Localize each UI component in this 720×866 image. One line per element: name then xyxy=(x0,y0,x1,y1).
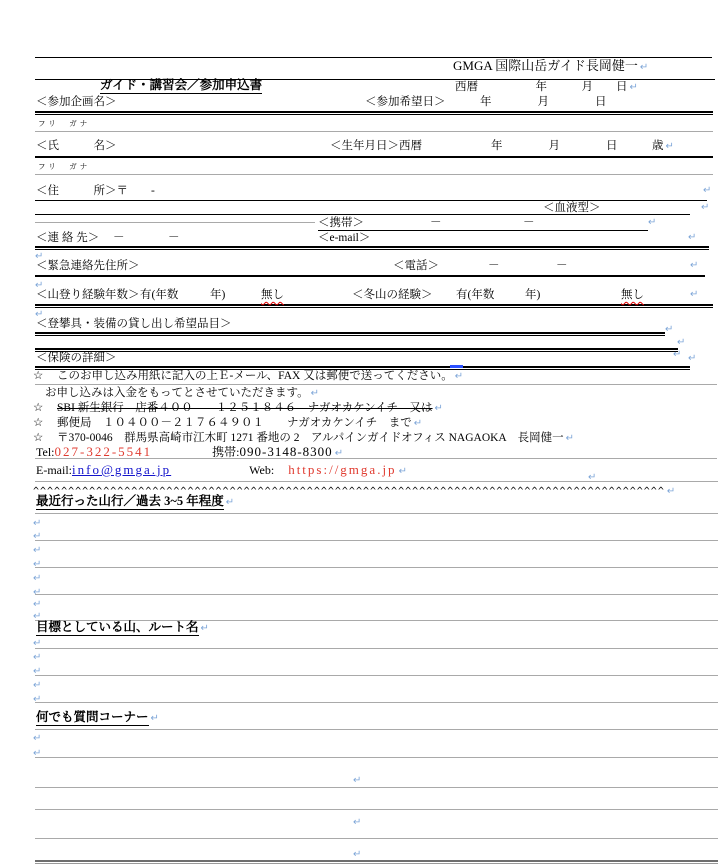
emergency-label: ＜緊急連絡先住所＞ xyxy=(36,260,140,272)
qa-rule-4 xyxy=(35,809,718,810)
bloodtype-label: ＜血液型＞ xyxy=(543,202,601,214)
tel-number: 027-322-5541 xyxy=(54,444,153,459)
contact-dash-1: － xyxy=(113,232,125,244)
emergency-rule xyxy=(35,275,705,277)
equipment-label: ＜登攀具・装備の貸し出し希望品目＞ xyxy=(36,318,232,330)
phone-dash-1: － xyxy=(488,260,500,272)
return-mark-icon: ↵ xyxy=(454,371,464,382)
contact-rule xyxy=(35,246,709,250)
return-mark-icon: ↵ xyxy=(33,694,42,705)
return-mark-icon: ↵ xyxy=(639,62,649,73)
return-mark-icon: ↵ xyxy=(353,817,362,828)
star-icon: ☆ xyxy=(33,402,44,414)
return-mark-icon: ↵ xyxy=(200,623,209,634)
birthdate-label: ＜生年月日＞西暦 年 月 日 歳 xyxy=(330,140,664,152)
return-mark-icon: ↵ xyxy=(33,518,42,529)
name-label: ＜氏 名＞ xyxy=(36,140,117,152)
mobile-number-label: 携帯: xyxy=(212,445,240,459)
return-mark-icon: ↵ xyxy=(33,573,42,584)
return-mark-icon: ↵ xyxy=(665,324,674,335)
note-5-text: 〒370-0046 群馬県高崎市江木町 1271 番地の 2 アルパインガイドオフィス NAGAOKA 長岡健一 xyxy=(57,432,564,444)
mobile-left-rule xyxy=(35,222,315,223)
target-section-row xyxy=(36,621,209,636)
bottom-rule xyxy=(35,860,718,864)
target-rule-1 xyxy=(35,648,718,649)
return-mark-icon: ↵ xyxy=(648,217,657,228)
web-link[interactable]: https://gmga.jp xyxy=(288,462,397,477)
return-mark-icon: ↵ xyxy=(334,448,344,459)
email-row xyxy=(36,463,407,477)
plan-label: ＜参加企画名＞ xyxy=(36,96,117,108)
equipment-rule xyxy=(35,332,665,336)
experience-year-close: 年) xyxy=(210,289,226,301)
desired-date-label: ＜参加希望日＞ 年 月 日 xyxy=(365,96,607,108)
mobile-number: 090-3148-8300 xyxy=(239,444,333,459)
recent-rule-2 xyxy=(35,540,718,541)
return-mark-icon: ↵ xyxy=(701,202,710,213)
return-mark-icon: ↵ xyxy=(33,666,42,677)
note1-rule xyxy=(35,384,717,385)
phone-label: ＜電話＞ xyxy=(393,260,439,272)
birthdate-row xyxy=(330,140,674,153)
return-mark-icon: ↵ xyxy=(413,418,423,429)
return-mark-icon: ↵ xyxy=(434,403,443,414)
contact-label: ＜連 絡 先＞ xyxy=(36,232,100,244)
plan-row-rule xyxy=(35,111,713,115)
winter-none: 無し xyxy=(621,289,644,301)
qa-rule-5 xyxy=(35,838,718,839)
doc-title-row xyxy=(100,79,262,94)
email-label: E-mail: xyxy=(36,463,72,477)
mobile-label: ＜携帯＞ xyxy=(318,217,364,229)
return-mark-icon: ↵ xyxy=(33,611,42,622)
return-mark-icon: ↵ xyxy=(629,82,638,93)
return-mark-icon: ↵ xyxy=(703,185,712,196)
recent-rule-4 xyxy=(35,594,718,595)
note-1-text: このお申し込み用紙に記入の上Ｅ‐メール、FAX 又は郵便で送ってください。 xyxy=(57,370,453,382)
note-4-text: 郵便局 １０４００－２１７６４９０１ ナガオカケンイチ まで xyxy=(57,417,412,429)
address-rule xyxy=(35,200,707,201)
recent-rule-3 xyxy=(35,567,718,568)
return-mark-icon: ↵ xyxy=(688,232,697,243)
insurance-label: ＜保険の詳細＞ xyxy=(36,352,117,364)
return-mark-icon: ↵ xyxy=(565,433,574,444)
target-section-title: 目標としている山、ルート名 xyxy=(36,620,199,634)
winter-has: 有(年数 xyxy=(456,289,495,301)
return-mark-icon: ↵ xyxy=(35,251,44,262)
header-org-row xyxy=(453,59,648,73)
return-mark-icon: ↵ xyxy=(666,486,677,497)
recent-section-title: 最近行った山行／過去 3~5 年程度 xyxy=(36,494,224,508)
org-name: GMGA 国際山岳ガイド長岡健一 xyxy=(453,58,638,73)
winter-year-close: 年) xyxy=(525,289,541,301)
qa-rule-3 xyxy=(35,787,718,788)
furigana-label: フリ ガナ xyxy=(38,119,91,128)
caret-separator: ^^^^^^^^^^^^^^^^^^^^^^^^^^^^^^^^^^^^^^^^^^^^^^^^^^^^^^^^^^^^^^^^^^^^^^^^^^^^^^^^^^^^^^^^^^ xyxy=(33,486,665,497)
return-mark-icon: ↵ xyxy=(688,353,697,364)
qa-section-title: 何でも質問コーナー xyxy=(36,710,149,724)
note-row-2 xyxy=(45,387,319,400)
furigana-label-2: フリ ガナ xyxy=(38,162,91,171)
qa-section-row xyxy=(36,711,159,726)
address-label: ＜住 所＞〒 - xyxy=(36,185,155,197)
email-link[interactable]: info@gmga.jp xyxy=(72,462,172,477)
page-title: ガイド・講習会／参加申込書 xyxy=(100,78,263,92)
tel-label: Tel: xyxy=(36,445,55,459)
experience-rule xyxy=(35,304,713,308)
return-mark-icon: ↵ xyxy=(33,587,42,598)
web-label: Web: xyxy=(249,463,275,477)
target-rule-2 xyxy=(35,675,718,676)
return-mark-icon: ↵ xyxy=(665,141,674,152)
experience-has: 有(年数 xyxy=(140,289,179,301)
return-mark-icon: ↵ xyxy=(150,713,159,724)
mobile-underline xyxy=(318,230,648,231)
phone-dash-2: － xyxy=(556,260,568,272)
contact-dash-2: － xyxy=(168,232,180,244)
header-date-row xyxy=(455,81,638,94)
return-mark-icon: ↵ xyxy=(225,497,235,508)
qa-top-rule xyxy=(35,702,718,703)
return-mark-icon: ↵ xyxy=(588,472,597,483)
note-row-4 xyxy=(33,417,422,430)
note-2-text: お申し込みは入金をもってとさせていただきます。 xyxy=(45,387,309,399)
return-mark-icon: ↵ xyxy=(673,349,682,360)
mobile-dash-1: － xyxy=(430,217,442,229)
recent-section-row xyxy=(36,495,234,510)
return-mark-icon: ↵ xyxy=(35,309,44,320)
star-icon: ☆ xyxy=(33,417,44,429)
insurance-top-rule xyxy=(35,348,678,352)
return-mark-icon: ↵ xyxy=(33,559,42,570)
hyperlink-artifact-mark xyxy=(450,365,463,368)
note-3-text: SBI 新生銀行 店番４００ １２５１８４６ ナガオカケンイチ 又は xyxy=(57,402,433,414)
return-mark-icon: ↵ xyxy=(33,748,42,759)
email-field-label: ＜e-mail＞ xyxy=(318,232,371,244)
header-date: 西暦 年 月 日 xyxy=(455,81,628,93)
star-icon: ☆ xyxy=(33,432,44,444)
return-mark-icon: ↵ xyxy=(33,680,42,691)
note-row-1 xyxy=(33,370,463,383)
return-mark-icon: ↵ xyxy=(33,652,42,663)
return-mark-icon: ↵ xyxy=(677,337,686,348)
furigana-rule-2 xyxy=(35,174,713,175)
qa-rule-1 xyxy=(35,729,718,730)
return-mark-icon: ↵ xyxy=(33,638,42,649)
qa-rule-2 xyxy=(35,757,718,758)
experience-label: ＜山登り経験年数＞ xyxy=(36,289,140,301)
return-mark-icon: ↵ xyxy=(33,599,42,610)
return-mark-icon: ↵ xyxy=(353,849,362,860)
return-mark-icon: ↵ xyxy=(33,545,42,556)
email-rule xyxy=(35,481,718,482)
tel-row xyxy=(36,445,343,459)
mobile-dash-2: － xyxy=(523,217,535,229)
return-mark-icon: ↵ xyxy=(690,260,699,271)
furigana-rule xyxy=(35,131,713,132)
recent-rule-1 xyxy=(35,513,718,514)
winter-label: ＜冬山の経験＞ xyxy=(352,289,433,301)
return-mark-icon: ↵ xyxy=(353,775,362,786)
return-mark-icon: ↵ xyxy=(398,466,407,477)
experience-none: 無し xyxy=(261,289,284,301)
return-mark-icon: ↵ xyxy=(35,280,44,291)
return-mark-icon: ↵ xyxy=(690,289,699,300)
name-row-rule xyxy=(35,156,713,158)
return-mark-icon: ↵ xyxy=(33,531,42,542)
note-row-3 xyxy=(33,402,443,415)
star-icon: ☆ xyxy=(33,370,44,382)
return-mark-icon: ↵ xyxy=(310,388,319,399)
return-mark-icon: ↵ xyxy=(33,733,42,744)
